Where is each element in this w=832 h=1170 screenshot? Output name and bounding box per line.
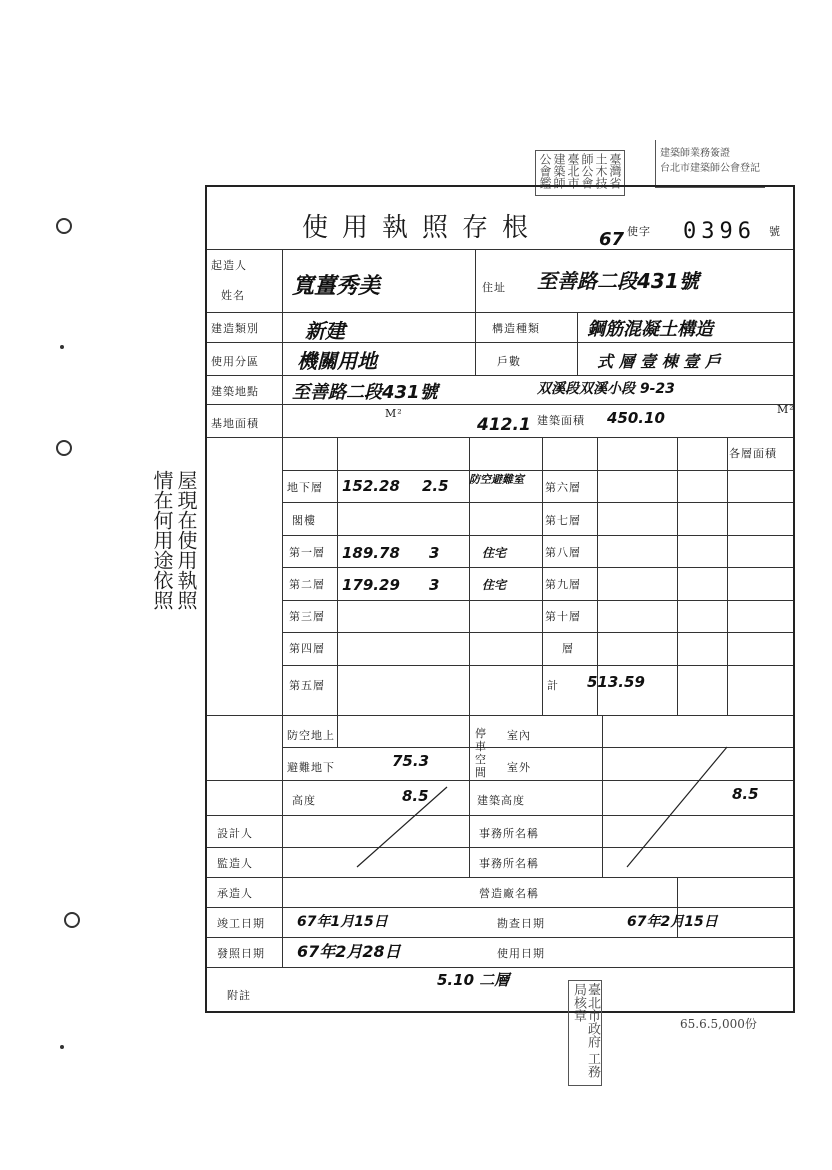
basement-height: 2.5 xyxy=(422,477,449,495)
label-height: 高度 xyxy=(292,794,316,807)
air-raid-area: 75.3 xyxy=(392,752,430,770)
label-floor9: 第九層 xyxy=(545,578,581,591)
households-value: 式 層 壹 棟 壹 戶 xyxy=(597,352,721,371)
serial-suffix: 號 xyxy=(769,225,781,238)
label-inspection-date: 勘查日期 xyxy=(497,917,545,930)
label-use-date: 使用日期 xyxy=(497,947,545,960)
building-height-value: 8.5 xyxy=(732,785,759,803)
label-issue-date: 發照日期 xyxy=(217,947,265,960)
applicant-name: 寬薑秀美 xyxy=(292,274,381,299)
use-note-value: 5.10 二層 xyxy=(437,971,510,989)
structure-value: 鋼筋混凝土構造 xyxy=(587,319,713,340)
label-practice-name: 事務所名稱 xyxy=(479,827,539,840)
label-use-zone: 使用分區 xyxy=(211,355,259,368)
bottom-stamp: 臺北市政府 工務局核章 xyxy=(568,980,602,1086)
permit-form xyxy=(205,185,795,1013)
label-name: 姓名 xyxy=(221,289,245,302)
label-zoning: 建造類別 xyxy=(211,322,259,335)
top-stamp-right xyxy=(655,140,765,188)
label-building-height: 建築高度 xyxy=(477,794,525,807)
binding-hole-bottom xyxy=(64,912,80,928)
label-remarks: 附註 xyxy=(227,989,251,1002)
label-structure: 構造種類 xyxy=(492,322,540,335)
label-floor10: 第十層 xyxy=(545,610,581,623)
label-contractor: 承造人 xyxy=(217,887,253,900)
floor1-area: 189.78 xyxy=(342,544,400,562)
label-company-name: 營造廠名稱 xyxy=(479,887,539,900)
label-mezzanine: 閣樓 xyxy=(292,514,316,527)
strike-lines xyxy=(207,187,793,1011)
label-completion-date: 竣工日期 xyxy=(217,917,265,930)
site-location-value: 至善路二段431號 xyxy=(292,382,438,403)
label-floor7: 第七層 xyxy=(545,514,581,527)
total-area: 513.59 xyxy=(587,673,645,691)
label-floor5: 第五層 xyxy=(289,679,325,692)
label-applicant: 起造人 xyxy=(211,259,247,272)
basement-use: 防空避難室 xyxy=(469,473,524,486)
serial-number: 0396 xyxy=(683,219,756,244)
inspection-date-value: 67年2月15日 xyxy=(627,914,718,930)
label-floor-area: 各層面積 xyxy=(729,447,777,460)
margin-dot xyxy=(60,345,64,349)
label-floor6: 第六層 xyxy=(545,481,581,494)
floor1-height: 3 xyxy=(429,544,440,562)
margin-dot xyxy=(60,1045,64,1049)
year-prefix: 67 xyxy=(599,229,625,250)
serial-prefix: 使字 xyxy=(627,225,651,238)
unit-m2: M² xyxy=(385,407,403,420)
label-indoor: 室內 xyxy=(507,729,531,742)
label-floor4: 第四層 xyxy=(289,642,325,655)
label-total: 計 xyxy=(547,679,559,692)
zoning-value: 新建 xyxy=(305,319,345,343)
unit-m2: M² xyxy=(777,403,795,416)
label-air-raid: 防空地上 xyxy=(287,729,335,742)
applicant-address: 至善路二段431號 xyxy=(537,269,699,293)
label-households: 戶數 xyxy=(497,355,521,368)
basement-area: 152.28 xyxy=(342,477,400,495)
top-stamp-right-text: 建築師業務簽證 台北市建築師公會登記 xyxy=(660,148,760,174)
floor2-area: 179.29 xyxy=(342,576,400,594)
label-floor8: 第八層 xyxy=(545,546,581,559)
label-floor2: 第二層 xyxy=(289,578,325,591)
label-basement: 地下層 xyxy=(287,481,323,494)
left-margin-text: 屋現在使用執照 情在何用途依照 xyxy=(150,470,198,610)
label-building-area: 建築面積 xyxy=(537,414,585,427)
site-area-value: 412.1 xyxy=(477,415,531,435)
label-floor-generic: 層 xyxy=(562,642,574,655)
label-outdoor: 室外 xyxy=(507,761,531,774)
label-practice-name-2: 事務所名稱 xyxy=(479,857,539,870)
label-site-area: 基地面積 xyxy=(211,417,259,430)
use-zone-value: 機關用地 xyxy=(297,349,377,373)
completion-date-value: 67年1月15日 xyxy=(297,914,388,930)
binding-hole-top xyxy=(56,218,72,234)
label-pool: 停車空間 xyxy=(475,727,487,779)
building-area-value: 450.10 xyxy=(607,409,665,427)
label-floor1: 第一層 xyxy=(289,546,325,559)
label-designer: 設計人 xyxy=(217,827,253,840)
label-supervisor: 監造人 xyxy=(217,857,253,870)
issue-date-value: 67年2月28日 xyxy=(297,942,401,961)
label-air-raid-under: 避難地下 xyxy=(287,761,335,774)
land-lot-value: 双溪段双溪小段 9-23 xyxy=(537,381,675,397)
height-value: 8.5 xyxy=(402,787,429,805)
floor1-use: 住宅 xyxy=(482,546,507,560)
binding-hole-mid xyxy=(56,440,72,456)
form-title: 使用執照存根 xyxy=(302,213,543,243)
label-address: 住址 xyxy=(482,281,506,294)
label-floor3: 第三層 xyxy=(289,610,325,623)
floor2-height: 3 xyxy=(429,576,440,594)
footer-note: 65.6.5,000份 xyxy=(680,1017,757,1031)
floor2-use: 住宅 xyxy=(482,578,507,592)
top-stamp-left: 臺灣省土木技師公會 臺北市建築師公會鑑 xyxy=(535,150,625,196)
label-site-location: 建築地點 xyxy=(211,385,259,398)
